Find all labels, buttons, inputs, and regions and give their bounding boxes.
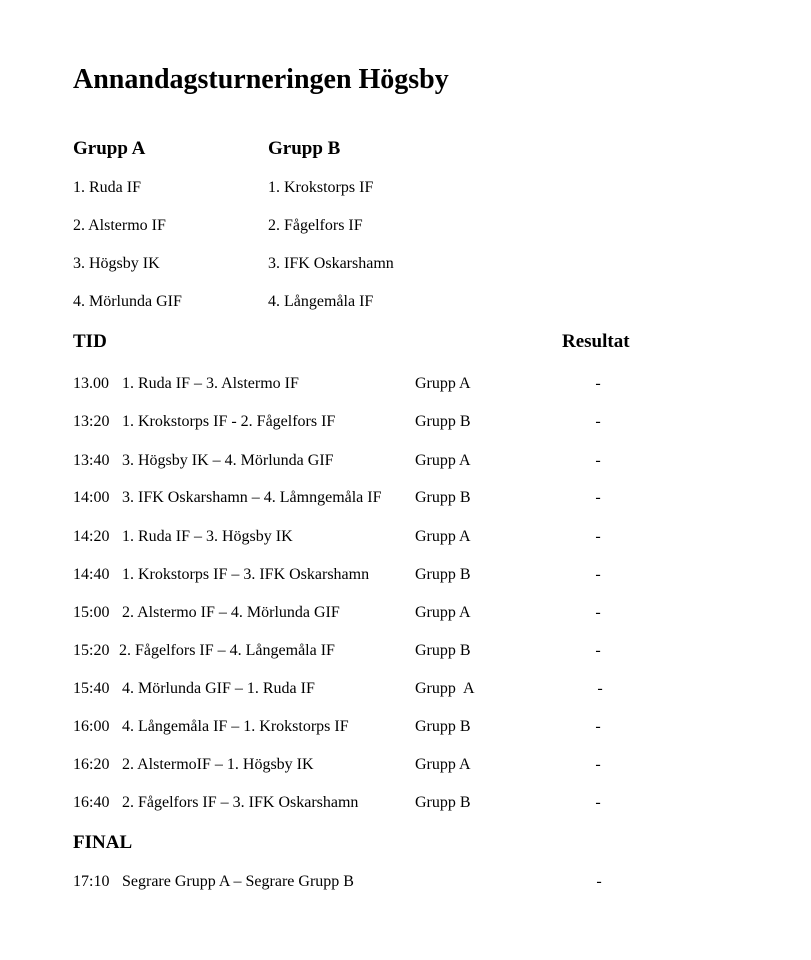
match-time: 13:40 [73, 452, 110, 469]
match-group: Grupp B [415, 642, 471, 659]
final-match: Segrare Grupp A – Segrare Grupp B [122, 873, 354, 890]
match-time: 13:20 [73, 413, 110, 430]
group-a-team: 2. Alstermo IF [73, 217, 166, 234]
match-result: - [595, 489, 601, 506]
group-b-team: 1. Krokstorps IF [268, 179, 374, 196]
match-result: - [595, 566, 601, 583]
group-b-heading: Grupp B [268, 138, 341, 159]
match-result: - [595, 375, 601, 392]
match-time: 15:20 [73, 642, 110, 659]
match-time: 16:00 [73, 718, 110, 735]
group-a-heading: Grupp A [73, 138, 146, 159]
match-result: - [595, 604, 601, 621]
match-group: Grupp A [415, 756, 471, 773]
final-time: 17:10 [73, 873, 110, 890]
match-result: - [595, 718, 601, 735]
match-time: 13.00 [73, 375, 109, 392]
match-result: - [595, 452, 601, 469]
match-group: Grupp A [415, 680, 475, 697]
group-a-team: 1. Ruda IF [73, 179, 141, 196]
group-b-team: 3. IFK Oskarshamn [268, 255, 394, 272]
match-teams: 4. Mörlunda GIF – 1. Ruda IF [122, 680, 315, 697]
match-teams: 2. AlstermoIF – 1. Högsby IK [122, 756, 314, 773]
match-group: Grupp B [415, 566, 471, 583]
match-teams: 2. Alstermo IF – 4. Mörlunda GIF [122, 604, 340, 621]
match-result: - [595, 528, 601, 545]
match-group: Grupp A [415, 604, 471, 621]
match-group: Grupp B [415, 489, 471, 506]
match-teams: 3. Högsby IK – 4. Mörlunda GIF [122, 452, 334, 469]
match-teams: 1. Ruda IF – 3. Alstermo IF [122, 375, 299, 392]
match-teams: 2. Fågelfors IF – 4. Långemåla IF [119, 642, 335, 659]
match-time: 15:00 [73, 604, 110, 621]
match-result: - [595, 413, 601, 430]
match-time: 16:20 [73, 756, 110, 773]
match-teams: 3. IFK Oskarshamn – 4. Låmngemåla IF [122, 489, 382, 506]
match-group: Grupp A [415, 452, 471, 469]
match-result: - [595, 756, 601, 773]
match-time: 16:40 [73, 794, 110, 811]
time-header: TID [73, 331, 107, 352]
match-result: - [595, 642, 601, 659]
page-title: Annandagsturneringen Högsby [73, 64, 449, 95]
match-teams: 1. Ruda IF – 3. Högsby IK [122, 528, 293, 545]
group-a-team: 4. Mörlunda GIF [73, 293, 182, 310]
match-result: - [595, 794, 601, 811]
match-group: Grupp B [415, 718, 471, 735]
match-group: Grupp A [415, 528, 471, 545]
match-time: 14:20 [73, 528, 110, 545]
match-time: 14:40 [73, 566, 110, 583]
match-teams: 4. Långemåla IF – 1. Krokstorps IF [122, 718, 349, 735]
final-result: - [596, 873, 602, 890]
match-teams: 1. Krokstorps IF - 2. Fågelfors IF [122, 413, 336, 430]
match-time: 14:00 [73, 489, 110, 506]
final-heading: FINAL [73, 832, 133, 853]
group-a-team: 3. Högsby IK [73, 255, 160, 272]
match-group: Grupp B [415, 413, 471, 430]
result-header: Resultat [562, 331, 630, 352]
match-teams: 2. Fågelfors IF – 3. IFK Oskarshamn [122, 794, 359, 811]
match-group: Grupp A [415, 375, 471, 392]
match-group: Grupp B [415, 794, 471, 811]
match-result: - [597, 680, 603, 697]
match-time: 15:40 [73, 680, 110, 697]
group-b-team: 2. Fågelfors IF [268, 217, 363, 234]
match-teams: 1. Krokstorps IF – 3. IFK Oskarshamn [122, 566, 370, 583]
group-b-team: 4. Långemåla IF [268, 293, 374, 310]
